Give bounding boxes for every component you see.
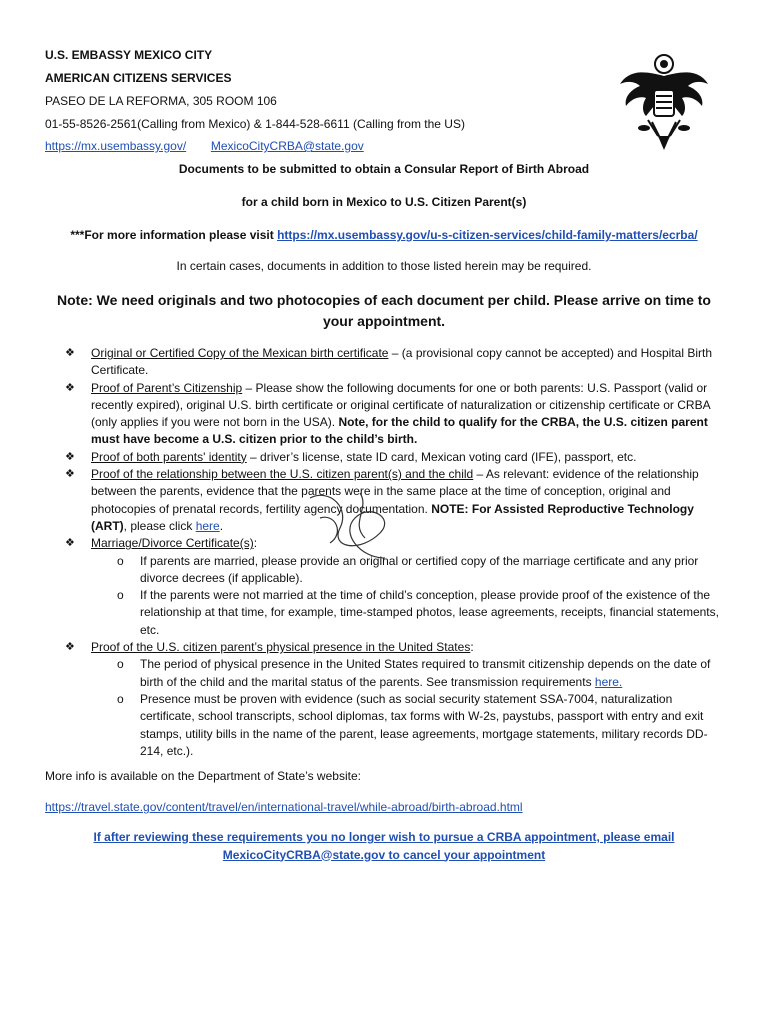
circle-bullet-icon: o <box>117 657 124 672</box>
list-item <box>45 639 725 656</box>
department-name: AMERICAN CITIZENS SERVICES <box>45 71 232 85</box>
item-text: : <box>253 536 258 551</box>
list-item <box>45 449 725 466</box>
cancel-instructions[interactable] <box>40 829 728 864</box>
item-heading: Proof of Parent’s Citizenship <box>91 380 243 395</box>
sub-item-text: The period of physical presence in the United States required to transmit citizenship depends on the date of birth of the child and the marital status of the parents. See transmission requirements <box>140 657 711 689</box>
embassy-email-link[interactable]: MexicoCityCRBA@state.gov <box>210 139 364 153</box>
sub-item-text: If the parents were not married at the time of child’s conception, please provide proof of the existence of the relationship at that time, for example, time-stamped photos, lease agreements, receipts, financial statements, etc. <box>140 588 719 637</box>
more-info-prefix: ***For more information please visit <box>70 228 278 242</box>
header-links <box>45 139 364 154</box>
more-info-line <box>20 228 748 243</box>
list-item <box>45 345 725 380</box>
item-heading: Proof of the U.S. citizen parent’s physical presence in the United States <box>91 640 471 655</box>
diamond-bullet-icon: ❖ <box>65 537 75 550</box>
embassy-address: PASEO DE LA REFORMA, 305 ROOM 106 <box>45 94 277 108</box>
ecrba-link[interactable]: https://mx.usembassy.gov/u-s-citizen-services/child-family-matters/ecrba/ <box>277 228 698 242</box>
diamond-bullet-icon: ❖ <box>65 468 75 481</box>
cancel-line-2: MexicoCityCRBA@state.gov to cancel your appointment <box>222 847 546 862</box>
embassy-phones: 01-55-8526-2561(Calling from Mexico) & 1-844-528-6611 (Calling from the US) <box>45 117 465 131</box>
circle-bullet-icon: o <box>117 553 124 568</box>
item-text: – driver’s license, state ID card, Mexican voting card (IFE), passport, etc. <box>246 449 637 464</box>
diamond-bullet-icon: ❖ <box>65 381 75 394</box>
note-heading: Note: We need originals and two photocopies of each document per child. Please arrive on time to your appointment. <box>57 292 711 329</box>
cancel-line-1: If after reviewing these requirements you no longer wish to pursue a CRBA appointment, please email <box>93 830 675 844</box>
diamond-bullet-icon: ❖ <box>65 450 75 463</box>
sub-list-item <box>45 691 725 760</box>
sub-list-item <box>45 587 725 639</box>
eagle-seal-icon <box>618 50 710 154</box>
item-text: . <box>219 518 224 533</box>
item-text: – As relevant: evidence of the relationship between the parents, evidence that the parents were in the same place at the time of conception, original and photocopies of prenatal records, fertility agency documentation. <box>91 467 699 516</box>
title-line-1: Documents to be submitted to obtain a Consular Report of Birth Abroad <box>178 162 590 176</box>
sub-item-text: If parents are married, please provide an original or certified copy of the marriage certificate and any prior divorce decrees (if applicable). <box>140 553 699 585</box>
diamond-bullet-icon: ❖ <box>65 641 75 654</box>
item-text: : <box>470 640 474 655</box>
sub-list-item <box>45 656 725 691</box>
title-line-2: for a child born in Mexico to U.S. Citizen Parent(s) <box>241 195 527 209</box>
list-item <box>45 380 725 449</box>
item-text: – (a provisional copy cannot be accepted) and Hospital Birth Certificate. <box>91 346 712 378</box>
circle-bullet-icon: o <box>117 691 124 706</box>
transmission-here-link[interactable]: here. <box>594 674 623 689</box>
state-department-link[interactable]: https://travel.state.gov/content/travel/en/international-travel/while-abroad/birth-abroad.html <box>45 800 523 814</box>
art-here-link[interactable]: here <box>195 518 220 533</box>
item-heading: Original or Certified Copy of the Mexican birth certificate <box>91 346 389 360</box>
item-heading: Marriage/Divorce Certificate(s) <box>91 536 254 551</box>
caveat-text: In certain cases, documents in addition to those listed herein may be required. <box>176 259 592 273</box>
more-info-text: More info is available on the Department of State’s website: <box>45 769 361 783</box>
signature-scribble-icon <box>300 478 410 568</box>
circle-bullet-icon: o <box>117 588 124 603</box>
item-heading: Proof of the relationship between the U.S. citizen parent(s) and the child <box>91 467 474 482</box>
embassy-name: U.S. EMBASSY MEXICO CITY <box>45 48 213 62</box>
embassy-website-link[interactable]: https://mx.usembassy.gov/ <box>45 139 187 153</box>
item-text: , please click <box>123 518 196 533</box>
item-text: – Please show the following documents for one or both parents: U.S. Passport (valid or recently expired), original U.S. birth certificate or original certificate of naturalization or citizenship certificate or CRBA (only applies if you were not born in the USA). <box>91 380 710 430</box>
item-bold-note: NOTE: For Assisted Reproductive Technology (ART) <box>91 501 694 533</box>
item-bold-note: Note, for the child to qualify for the CRBA, the U.S. citizen parent must have become a U.S. citizen prior to the child’s birth. <box>91 415 708 447</box>
sub-item-text: Presence must be proven with evidence (such as social security statement SSA-7004, naturalization certificate, school transcripts, school diplomas, tax forms with W-2s, paystubs, passport with entry and exit stamps, utility bills in the name of the parent, lease agreements, mortgage statements, military records DD-214, etc.). <box>140 691 708 758</box>
item-heading: Proof of both parents' identity <box>91 449 247 464</box>
diamond-bullet-icon: ❖ <box>65 347 75 359</box>
